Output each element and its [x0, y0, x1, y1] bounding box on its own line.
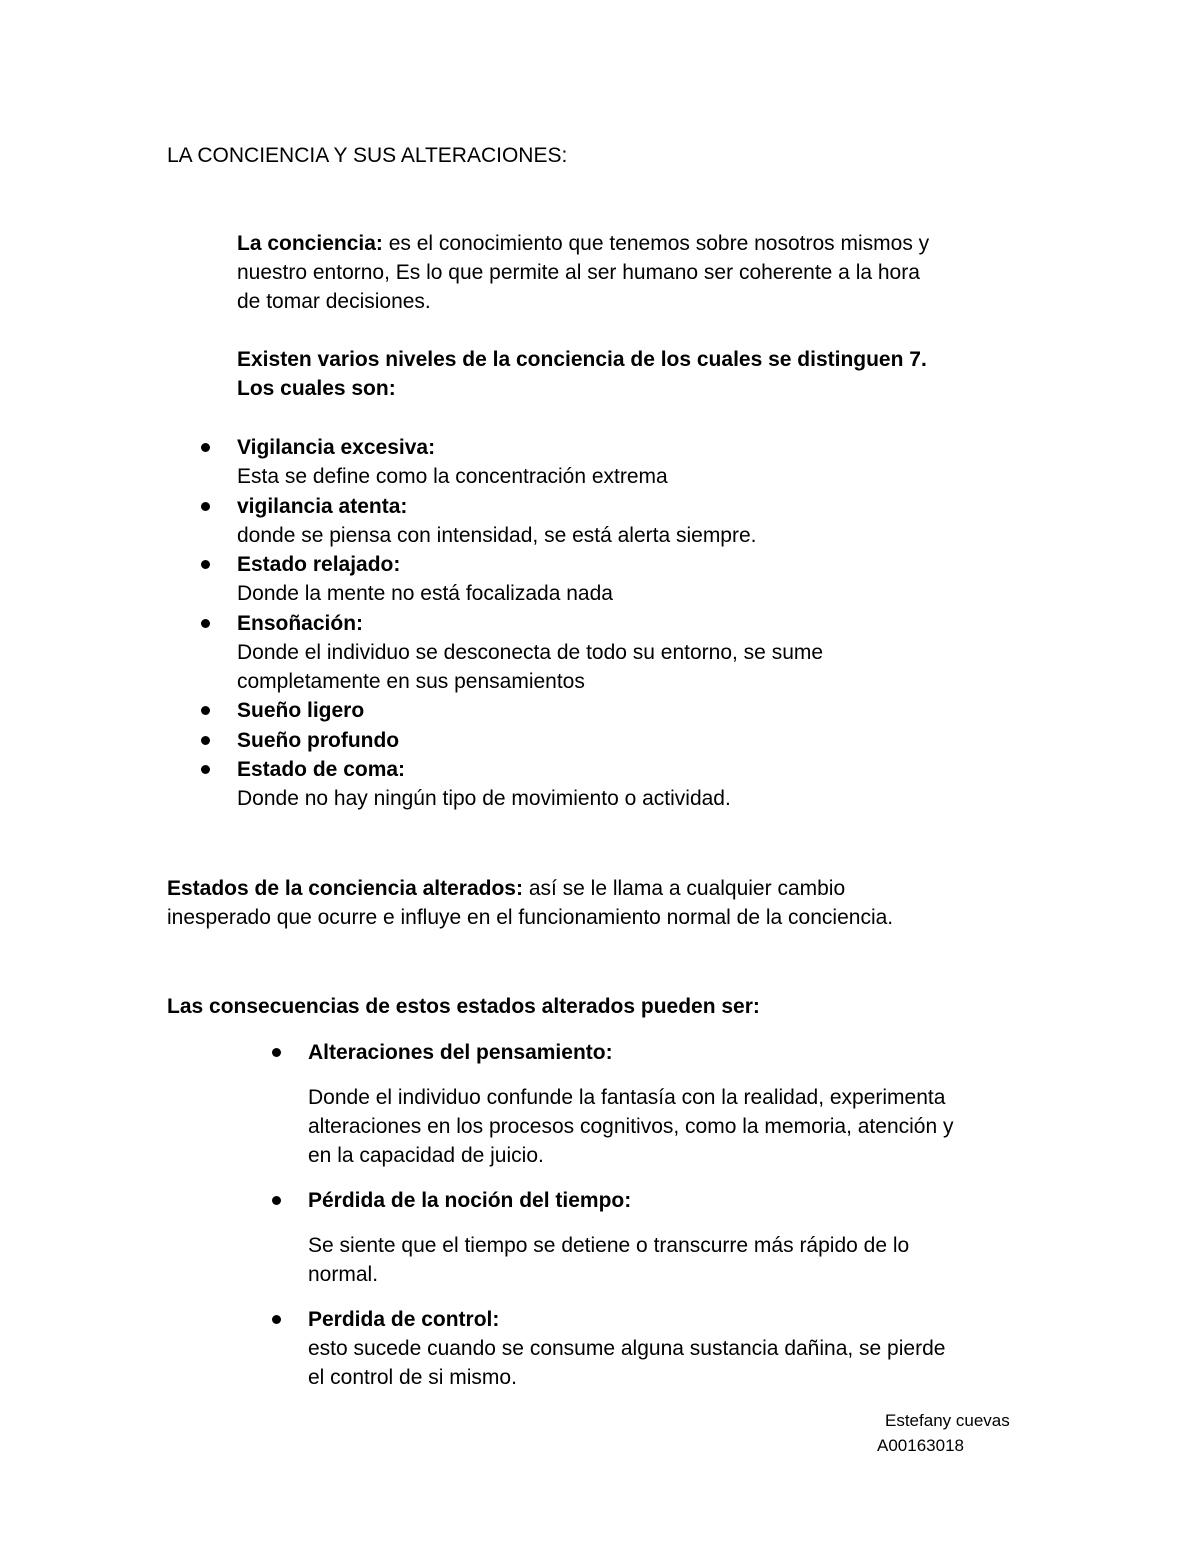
bullet-icon: [201, 736, 210, 745]
intro-text-1: es el conocimiento que tenemos sobre nosotros mismos y: [388, 232, 930, 255]
level-term: Sueño profundo: [237, 729, 400, 752]
consequence-term: Pérdida de la noción del tiempo:: [308, 1189, 632, 1212]
intro-line-2: nuestro entorno, Es lo que permite al ser humano ser coherente a la hora: [237, 261, 920, 284]
consequence-desc: el control de si mismo.: [308, 1366, 517, 1389]
bullet-icon: [272, 1196, 281, 1205]
level-term: Estado relajado:: [237, 553, 401, 576]
levels-heading-line-2: Los cuales son:: [237, 377, 396, 400]
altered-line-1: [167, 874, 845, 903]
level-desc: Donde el individuo se desconecta de todo su entorno, se sume: [237, 641, 824, 664]
intro-term: La conciencia:: [237, 232, 383, 255]
bullet-icon: [201, 706, 210, 715]
bullet-icon: [201, 502, 210, 511]
consequences-heading: Las consecuencias de estos estados alterados pueden ser:: [167, 995, 760, 1018]
level-term: Sueño ligero: [237, 699, 365, 722]
consequence-desc: Donde el individuo confunde la fantasía con la realidad, experimenta: [308, 1086, 946, 1109]
altered-term: Estados de la conciencia alterados:: [167, 877, 523, 900]
consequence-desc: normal.: [308, 1263, 379, 1286]
level-desc: completamente en sus pensamientos: [237, 670, 585, 693]
bullet-icon: [272, 1315, 281, 1324]
consequence-desc: en la capacidad de juicio.: [308, 1144, 544, 1167]
intro-line-1: [237, 229, 929, 258]
level-desc: Esta se define como la concentración extrema: [237, 465, 668, 488]
level-term: Vigilancia excesiva:: [237, 436, 436, 459]
bullet-icon: [201, 560, 210, 569]
level-desc: donde se piensa con intensidad, se está alerta siempre.: [237, 524, 757, 547]
author-name: Estefany cuevas: [885, 1411, 1010, 1430]
altered-line-2: inesperado que ocurre e influye en el funcionamiento normal de la conciencia.: [167, 906, 894, 929]
consequence-term: Alteraciones del pensamiento:: [308, 1041, 613, 1064]
level-term: vigilancia atenta:: [237, 495, 408, 518]
bullet-icon: [201, 619, 210, 628]
altered-text-1: así se le llama a cualquier cambio: [528, 877, 846, 900]
bullet-icon: [201, 765, 210, 774]
consequence-desc: Se siente que el tiempo se detiene o transcurre más rápido de lo: [308, 1234, 910, 1257]
intro-line-3: de tomar decisiones.: [237, 290, 431, 313]
bullet-icon: [201, 443, 210, 452]
level-term: Estado de coma:: [237, 758, 406, 781]
document-title: LA CONCIENCIA Y SUS ALTERACIONES:: [167, 144, 568, 167]
bullet-icon: [272, 1048, 281, 1057]
student-id: A00163018: [877, 1436, 964, 1455]
consequence-desc: esto sucede cuando se consume alguna sustancia dañina, se pierde: [308, 1337, 946, 1360]
level-term: Ensoñación:: [237, 612, 364, 635]
level-desc: Donde no hay ningún tipo de movimiento o actividad.: [237, 787, 731, 810]
consequence-term: Perdida de control:: [308, 1308, 500, 1331]
levels-heading-line-1: Existen varios niveles de la conciencia de los cuales se distinguen 7.: [237, 348, 927, 371]
consequence-desc: alteraciones en los procesos cognitivos, como la memoria, atención y: [308, 1115, 954, 1138]
level-desc: Donde la mente no está focalizada nada: [237, 582, 613, 605]
